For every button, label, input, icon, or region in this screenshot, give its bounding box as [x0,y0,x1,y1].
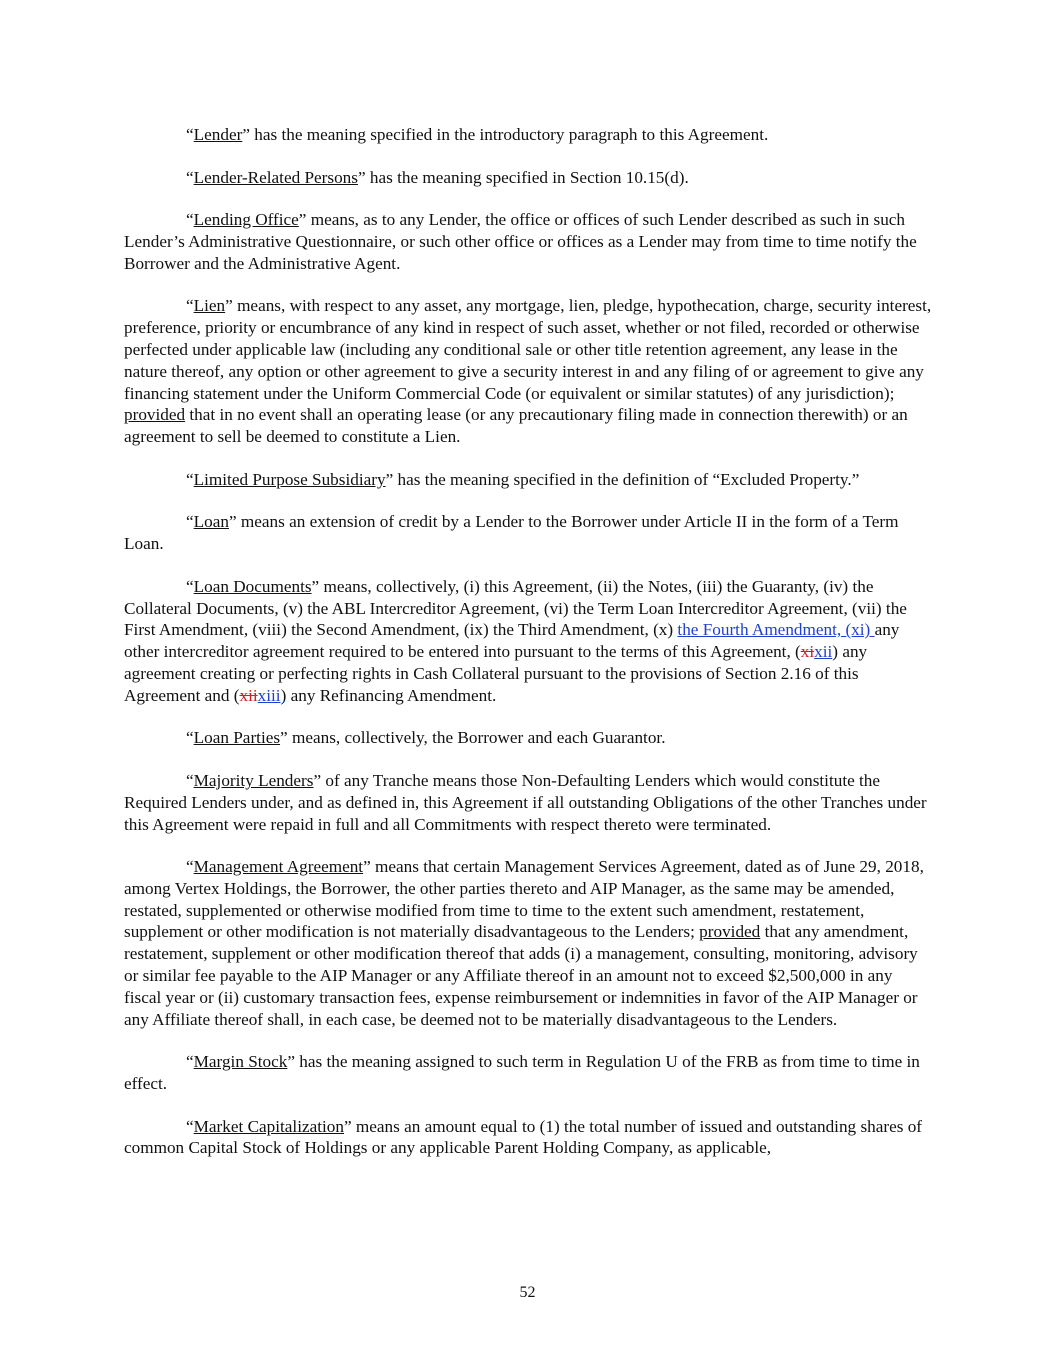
defined-term: Management Agreement [193,857,364,877]
defined-term: Market Capitalization [193,1116,344,1136]
provided-keyword: provided [699,922,761,942]
defined-term: Lender [193,125,243,144]
document-body [124,124,932,1180]
defined-term: Lender-Related Persons [193,167,358,187]
defined-term: Limited Purpose Subsidiary [193,469,386,489]
definition-market-capitalization: “Market Capitalization” means an amount equal to (1) the total number of issued and outstanding shares of common Capital Stock of Holdings or any applicable Parent Holding Company, as applicable, [124,1116,923,1158]
provided-keyword: provided [124,405,186,425]
definition-loan-parties: “Loan Parties” means, collectively, the Borrower and each Guarantor. [186,728,666,748]
deleted-text: xii [239,685,258,705]
inserted-text: the Fourth Amendment, (xi) [677,620,875,640]
inserted-text: xii [814,642,833,662]
defined-term: Lien [193,296,226,316]
deleted-text: xi [800,642,815,662]
definition-lien: “Lien” means, with respect to any asset, any mortgage, lien, pledge, hypothecation, charge, security interest, preference, priority or encumbrance of any kind in respect of such asset, whether or not filed, recorded or otherwise perfected under applicable law (including any conditional sale or other title retention agreement, any lease in the nature thereof, any option or other agreement to give a security interest in and any filing of or agreement to give any financing statement under the Uniform Commercial Code (or equivalent or similar statutes) of any jurisdiction); provided that in no event shall an operating lease (or any precautionary filing made in connection therewith) or an agreement to sell be deemed to constitute a Lien. [124,296,932,447]
definition-limited-purpose-subsidiary: “Limited Purpose Subsidiary” has the meaning specified in the definition of “Excluded Property.” [186,469,860,489]
inserted-text: xiii [257,685,281,705]
defined-term: Loan Documents [193,576,312,596]
definition-loan-documents: “Loan Documents” means, collectively, (i) this Agreement, (ii) the Notes, (iii) the Guaranty, (iv) the Collateral Documents, (v) the ABL Intercreditor Agreement, (vi) the Term Loan Intercreditor Agreement, (vii) the First Amendment, (viii) the Second Amendment, (ix) the Third Amendment, (x) the Fourth Amendment, (xi) any other intercreditor agreement required to be entered into pursuant to the terms of this Agreement, (xixii) any agreement creating or perfecting rights in Cash Collateral pursuant to the provisions of Section 2.16 of this Agreement and (xiixiii) any Refinancing Amendment. [124,576,907,705]
defined-term: Loan Parties [193,728,281,748]
defined-term: Margin Stock [193,1052,288,1072]
definition-majority-lenders: “Majority Lenders” of any Tranche means those Non-Defaulting Lenders which would constitute the Required Lenders under, and as defined in, this Agreement if all outstanding Obligations of the other Tranches under this Agreement were repaid in full and all Commitments with respect thereto were terminated. [124,770,927,834]
definition-lending-office: “Lending Office” means, as to any Lender, the office or offices of such Lender described as such in such Lender’s Administrative Questionnaire, or such other office or offices as a Lender may from time to time notify the Borrower and the Administrative Agent. [124,210,917,273]
definition-loan: “Loan” means an extension of credit by a Lender to the Borrower under Article II in the form of a Term Loan. [124,512,899,554]
definition-lender-related-persons: “Lender-Related Persons” has the meaning specified in Section 10.15(d). [186,167,689,187]
defined-term: Lending Office [193,210,299,230]
defined-term: Majority Lenders [193,770,314,790]
page-number: 52 [519,1284,536,1301]
definition-lender: “Lender” has the meaning specified in the introductory paragraph to this Agreement. [186,125,769,144]
defined-term: Loan [193,512,229,532]
definition-margin-stock: “Margin Stock” has the meaning assigned to such term in Regulation U of the FRB as from time to time in effect. [124,1052,920,1094]
definition-management-agreement: “Management Agreement” means that certain Management Services Agreement, dated as of June 29, 2018, among Vertex Holdings, the Borrower, the other parties thereto and AIP Manager, as the same may be amended, restated, supplemented or otherwise modified from time to time to the extent such amendment, restatement, supplement or other modification is not materially disadvantageous to the Lenders; provided that any amendment, restatement, supplement or other modification thereof that adds (i) a management, consulting, monitoring, advisory or similar fee payable to the AIP Manager or any Affiliate thereof in an amount not to exceed $2,500,000 in any fiscal year or (ii) customary transaction fees, expense reimbursement or indemnities in favor of the AIP Manager or any Affiliate thereof shall, in each case, be deemed not to be materially disadvantageous to the Lenders. [124,857,924,1029]
